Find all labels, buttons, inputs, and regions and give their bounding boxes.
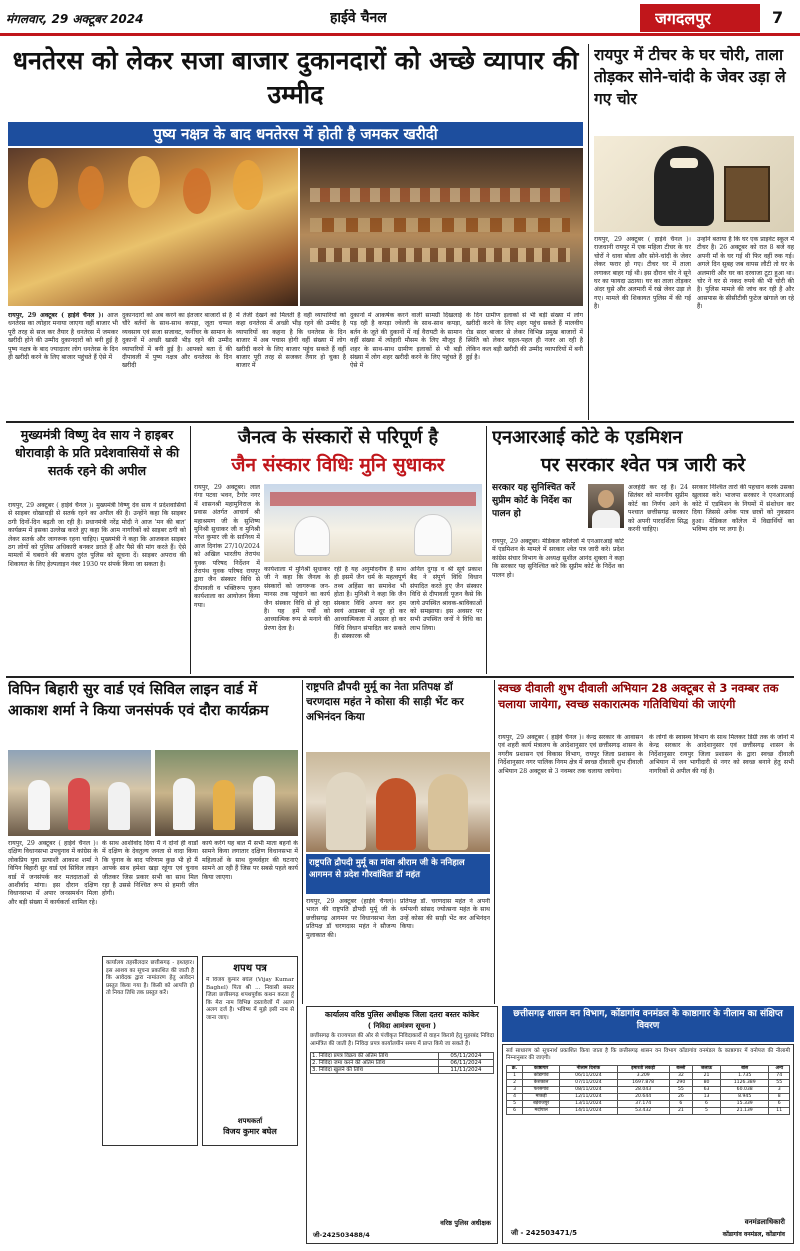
table-cell: 6 [669,1101,692,1108]
forest-signer-place: कोंडागांव वनमंडल, कोंडागांव [722,1231,785,1238]
table-cell: 13/11/2024 [560,1101,617,1108]
nri-col-3: सरकार निश्चित तारों की पहचान करके उसका खुलासा करे। भाजपा सरकार ने एनआरआई कोटे में एडमिशन के नियमों में संशोधन कर दिया जिससे अनेक पात्र छात्रों को नुकसान हुआ। मेडिकल कॉलेज में विद्यार्थियों का भविष्य दांव पर लगा है। [692,484,794,534]
lead-byline: रायपुर, 29 अक्टूबर ( हाईवे चैनल )। [8,312,104,319]
swachh-headline: स्वच्छ दीवाली शुभ दीवाली अभियान 28 अक्टूबर से 3 नवम्बर तक चलाया जायेगा, स्वच्छ सकारात्मक गतिविधियां की जाएंगी [498,681,779,711]
lead-col-4: दुकानों में आकर्षक करने वाली सामग्री दिखलाई पड़ रही है कपड़ा ज्वेलरी के साथ-साथ कपड़ा, बर्तन के जूते की दुकानों में नई वैरायटी के सामान वहीं संख्या में त्योहारी मौसम के लिए मौजूद हैं शहर के साथ-साथ ग्रामीण इलाकों से भी बड़ी संख्या में लोग शहर खरीदी करने के लिए पहुंचते हैं ऐसे में [350,312,462,370]
table-cell: 21.139 [720,1108,769,1115]
murmu-caption-band [306,854,490,894]
table-cell: 37.174 [617,1101,669,1108]
table-cell: 08/11/2024 [560,1087,617,1094]
lead-col-2: दुकानदारों को अब करने का इंतजार बाजारों से है चौरे बर्तनों के साथ-साथ कपड़ा, जूता चप्पल व्यवसाय एवं सजा सजावट, फर्नीचर के सामान के दुकानों में अच्छी खासी भीड़ रहने की उम्मीद व्यापारियों में बनी हुई है। आपको बता दें की दीपावली में पुष्य नक्षत्र और धनतेरस के दिन खरीदी [122,312,232,370]
table-cell: 20.644 [617,1094,669,1101]
theft-col-1: रायपुर, 29 अक्टूबर ( हाईवे चैनल )। राजधानी रायपुर में एक महिला टीचर के घर चोरों ने धावा बोला और सोने-चांदी के जेवर लेकर फरार हो गए। टीचर घर में ताला लगाकर बाहर गई थी। इस दौरान चोर ने सूने घर का फायदा उठाया। घर का ताला तोड़कर अंदर घुसे और अलमारी में रखे जेवर उड़ा ले गए। मामले की शिकायत पुलिस में की गई है। [594,236,691,311]
lead-col-3: में तेजी देखने को मिलती है वहीं व्यापारियों को कहा धनतेरस में अच्छी भीड़ रहने की उम्मीद है व्यापारियों का कहना है कि धनतेरस के दिन बाजार में अब पचास होगी वहीं संख्या में लोग खरीदी करने के लिए बाजार पहुंच सकते हैं वहीं बाजार पूरी तरह से सजकर तैयार हो चुका है बाजार में [236,312,346,370]
forest-footer: जी - 242503471/5 [511,1229,578,1237]
murmu-photo [306,752,490,852]
murmu-col-1: रायपुर, 29 अक्टूबर (हाईवे चैनल)। भारत की राष्ट्रपति द्रौपदी मुर्मू जी के छत्तीसगढ़ आगमन पर विधानसभा नेता प्रतिपक्ष डॉ चरणदास महंत ने सौजन्य मुलाकात की। [306,898,396,939]
table-header-cell: इमारती लकड़ी [617,1066,669,1073]
table-cell: 8 [769,1094,790,1101]
table-cell: 63 [693,1087,721,1094]
lead-photo-right [300,148,583,306]
jain-col-3: रही है यह अनुमोदनीय है साथ ही इसमें जैन धर्म के महत्वपूर्ण तथ्य अहिंसा का समावेश भी होता है। मुनिश्री ने कहा कि जैन संस्कार विधि अपना कर हम स्वयं आडम्बर से दूर हो कर आध्यात्मिकता में अग्रसर हो कर विधि विधान संपादित कर सकते हैं। संस्कारक श्री [334,566,406,641]
police-row-label: 1. निविदा प्रपत्र विक्रय की अंतिम तिथि [311,1053,439,1060]
theft-photo [594,136,794,232]
table-cell: 07/11/2024 [560,1080,617,1087]
table-cell: 5 [693,1108,721,1115]
vipin-col-1: रायपुर, 29 अक्टूबर ( हाईवे चैनल )। दक्षिण विधानसभा उपचुनाव में कांग्रेस के लोकप्रिय युवा प्रत्याशी आकाश शर्मा ने विपिन बिहारी सुर वार्ड एवं सिविल लाइन वार्ड में जनसंपर्क कर मतदाताओं से आशीर्वाद मांगा। इस दौरान दक्षिण विधानसभा में अपार जनसमर्थन मिला और बड़ी संख्या में कार्यकर्ता शामिल रहे। [8,840,98,906]
nri-author-photo [588,484,624,528]
table-cell: 1697.878 [617,1080,669,1087]
vipin-col-3: कार्य करेंगे यह बात मैं सभी माता बहनों के सामने किया लगातार दक्षिण विधानसभा में महिलाओं के साथ दुव्यर्वहार की घटनाएं सामने आ रही हैं जिस पर सबसे पहले कार्य किया जाएगा। [202,840,298,881]
table-row [507,1080,790,1087]
table-cell: 21 [693,1073,721,1080]
table-cell: 13 [693,1094,721,1101]
murmu-divider [494,680,495,1004]
table-cell: 1126.389 [720,1080,769,1087]
lead-strap [8,122,583,146]
vipin-col-2: के साथ आशीर्वाद दिया मैं ने दोनों ही वार्डों में दक्षिण के देवतुल्य जनता से वादा किया कि चुनाव के बाद परिणाम कुछ भी हो मैं आपके साथ हमेशा खड़ा रहूंगा एवं चुनाव जीतकर जिस प्रकार सभी का साथ मिल रहा है उससे निश्चित रूप से हमारी जीत होगी। [102,840,198,898]
murmu-caption: राष्ट्रपति द्रौपदी मुर्मू का मांवा श्रीराम जी के ननिहाल आगमन से प्रदेश गौरवांवितः डॉ महंत [309,858,465,880]
police-row-label: 2. निविदा जमा करने की अंतिम तिथि [311,1060,439,1067]
police-dates-table [310,1052,494,1074]
table-cell: माकड़ी [523,1094,560,1101]
masthead-paper: हाईवे चैनल [330,10,387,26]
swachh-col-1: रायपुर, 29 अक्टूबर ( हाईवे चैनल )। केन्द्र सरकार के आवासन एवं शहरी कार्य मंत्रालय के आदेशानुसार एवं छत्तीसगढ़ शासन के नगरीय प्रशासन एवं विकास विभाग, रायपुर जिला प्रशासन के निर्देशानुसार नगर पालिक निगम क्षेत्र में स्वच्छ दीवाली शुभ दीवाली अभियान 28 अक्टूबर से 3 नवम्बर तक चलाया जायेगा। [498,734,643,775]
table-header-cell: बांस [720,1066,769,1073]
table-cell: फरसगांव [523,1087,560,1094]
nri-headline-2: पर सरकार श्वेत पत्र जारी करे [540,454,746,476]
police-footer: जी-242503488/4 [313,1231,370,1239]
table-cell: 3 [769,1087,790,1094]
table-cell: 55 [669,1087,692,1094]
table-cell: 55 [769,1080,790,1087]
theft-col-2: उन्होंने बताया है कि घर एक प्राइवेट स्कूल में टीचर है। 26 अक्टूबर को रात 8 बजे वह अपनी माँ के घर गई थी फिर वहीं रुक गई। अगले दिन सुबह जब वापस लौटी तो घर के अलमारी और घर का दरवाजा टूटा हुआ था। चोर ने घर से नकद रुपये की भी चोरी की है। पुलिस मामले की जांच कर रही है और आसपास के सीसीटीवी फुटेज खंगाले जा रहे हैं। [697,236,794,311]
table-header-cell: जलाऊ [693,1066,721,1073]
forest-signer: वनमंडलाधिकारी [744,1218,785,1226]
masthead [0,0,800,36]
table-header-cell: नीलाम दिनांक [560,1066,617,1073]
table-cell: 290 [669,1080,692,1087]
table-cell: 06/11/2024 [560,1073,617,1080]
lead-col-1 [8,312,118,416]
table-cell: 1.735 [720,1073,769,1080]
table-cell: 2 [507,1080,523,1087]
lead-col-5: के दिन ग्रामीण इलाकों से भी बड़ी संख्या में लोग खरीदी करने के लिए शहर पहुंच सकते हैं मालवीय रोड सदर बाजार से लेकर विभिन्न प्रमुख बाजारों में स्थिति को लेकर चहल-पहल ही नजर आ रही है लेकिन कल बड़ी खरीदी की उम्मीद व्यापारियों में बनी हुई है। [466,312,583,362]
masthead-city: जगदलपुर [655,9,711,28]
lead-right-divider [588,44,589,420]
jain-headline-1: जैनत्व के संस्कारों से परिपूर्ण है [237,427,439,448]
table-cell: 28.043 [617,1087,669,1094]
affidavit-sign: शपथकर्ता [237,1117,263,1125]
table-cell: 6 [507,1108,523,1115]
table-row [311,1053,494,1060]
table-cell: 15.339 [720,1101,769,1108]
police-notice [306,1006,498,1244]
table-cell: 6 [769,1101,790,1108]
nri-col-2: रायपुर, 29 अक्टूबर। मेडिकल कॉलेजों में एनआरआई कोटे में एडमिशन के मामले में सरकार श्वेत पत्र जारी करे। प्रदेश कांग्रेस संचार विभाग के अध्यक्ष सुशील आनंद शुक्ला ने कहा कि सरकार यह सुनिश्चित करे कि सुप्रीम कोर्ट के निर्देश का पालन हो। [492,538,624,579]
jain-col-2: कार्यशाला में मुनिश्री सुधाकर जी ने कहा कि जैनत्व के संस्कारों को जागरूक जन-मानस तक पहुंचाने का कार्य जैन संस्कार विधि से हो रहा है। यह हमें पर्वों को आध्यात्मिक रूप से मनाने की प्रेरणा देता है। [264,566,330,632]
table-row [311,1067,494,1074]
table-row [311,1060,494,1067]
table-cell: 21 [669,1108,692,1115]
table-row [507,1101,790,1108]
table-cell: 60.038 [720,1087,769,1094]
table-header-cell: अन्य [769,1066,790,1073]
vipin-photo-1 [8,750,151,836]
table-cell: 6 [693,1101,721,1108]
police-title: कार्यालय वरिष्ठ पुलिस अधीक्षक जिला दतरा बस्तर कांकेर [325,1010,479,1019]
jain-divider [486,426,487,674]
forest-notice [502,1044,794,1244]
police-row-value: 05/11/2024 [438,1053,493,1060]
table-cell: मर्दापाल [523,1108,560,1115]
table-cell: 14/11/2024 [560,1108,617,1115]
table-header-cell: बल्ली [669,1066,692,1073]
police-row-label: 3. निविदा खुलने की तिथि [311,1067,439,1074]
table-cell: 3 [507,1087,523,1094]
table-row [507,1073,790,1080]
forest-table [506,1065,790,1115]
table-cell: कोंडागांव [523,1073,560,1080]
affidavit-name: विजय कुमार बघेल [223,1127,277,1136]
jain-col-4: अनिल दुगड़ व श्री सूर्य प्रकाश बैद ने संपूर्ण विधि विधान संपादित करते हुए जैन संस्कार विधि से दीपावली पूजन कैसे कि जाये उपस्थित श्रावक-श्राविकाओं को समझाया। इस अवसर पर सभी उपस्थित जनों ने विधि का लाभ लिया। [410,566,482,632]
table-cell: 1 [507,1073,523,1080]
affidavit-notice [202,956,298,1146]
table-header-cell: काष्ठागार [523,1066,560,1073]
table-cell: 32 [669,1073,692,1080]
table-cell: 8.945 [720,1094,769,1101]
jain-col-1: रायपुर, 29 अक्टूबर। लाल गंगा पटवा भवन, टैगोर नगर में शासनश्री महामुनिराज के प्रवास अंतर्गत आचार्य श्री महाश्रमण जी के सुशिष्य मुनिश्री सुधाकर जी व मुनिश्री नरेश कुमार जी के सानिध्य में आज दिनांक 27/10/2024 को अखिल भारतीय तेरापंथ युवक परिषद निर्देशन में तेरापंथ युवक परिषद रायपुर द्वारा जैन संस्कार विधि से दीपावली व भक्तिरूप पूजन कार्यशाला का आयोजन किया गया। [194,484,260,609]
table-header-cell: क्र. [507,1066,523,1073]
lead-col-1-text: आज धनतेरस का त्योहार मनाया जाएगा वहीं बाजार भी पूरी तरह से सज कर तैयार है धनतेरस में जमकर खरीदी होने की उम्मीद दुकानदारों को बनी हुई है पुष्य नक्षत्र के बाद ज्यादातर लोग धनतेरस के दिन ही खरीदी करने के लिए बाजार पहुंचते हैं ऐसे में [8,312,118,362]
table-cell: 5 [507,1101,523,1108]
lead-strap-text: पुष्य नक्षत्र के बाद धनतेरस में होती है जमकर खरीदी [153,125,438,143]
cm-divider [190,426,191,674]
lead-headline: धनतेरस को लेकर सजा बाजार दुकानदारों को अच्छे व्यापार की उम्मीद [12,46,579,109]
vipin-headline: विपिन बिहारी सुर वार्ड एवं सिविल लाइन वार्ड में आकाश शर्मा ने किया जनसंपर्क एवं दौरा कार्यक्रम [8,682,269,719]
jain-headline-2: जैन संस्कार विधिः मुनि सुधाकर [231,454,445,476]
murmu-headline: राष्ट्रपति द्रौपदी मुर्मू का नेता प्रतिपक्ष डॉ चरणदास महंत ने कोसा की साड़ी भेंट कर अभिनंदन किया [306,681,464,723]
table-row [507,1108,790,1115]
table-cell: 3.209 [617,1073,669,1080]
swachh-col-2: के लोगों के स्वास्थ्य विभाग के साथ मिलकर डिग्री तक के जोनों में केन्द्र सरकार के आदेशानुसार एवं छत्तीसगढ़ शासन के निर्देशानुसार रायपुर जिला प्रशासन के द्वारा स्वच्छ दीवाली अभियान में जन भागीदारी से नगर को स्वच्छ बनाने हेतु सभी नागरिकों से अपील की गई है। [649,734,794,775]
table-header-row [507,1066,790,1073]
small-notice-text: कार्यालय तहसीलदार छत्तीसगढ़ - इश्तहार। इस आशय का सूचना प्रकाशित की जाती है कि आवेदक द्वारा नामांतरण हेतु आवेदन प्रस्तुत किया गया है। किसी को आपत्ति हो तो नियत तिथि तक प्रस्तुत करें। [106,960,194,997]
vipin-divider [302,680,303,1004]
police-row-value: 06/11/2024 [438,1060,493,1067]
table-cell: 80 [693,1080,721,1087]
cm-headline: मुख्यमंत्री विष्णु देव साय ने हाइबर धोरावाड़ी के प्रति प्रदेशवासियों से की सतर्क रहने की अपील [14,427,180,478]
table-cell: 74 [769,1073,790,1080]
police-body: छत्तीसगढ़ के राज्यपाल की ओर से पंजीकृत निविदाकारों से वाहन किराये हेतु मुहरबंद निविदा आमंत्रित की जाती है। निविदा प्रपत्र कार्यालयीन समय में प्राप्त किये जा सकते हैं। [310,1033,494,1047]
forest-headline: छत्तीसगढ़ शासन वन विभाग, कोंडागांव वनमंडल के काष्ठागार के नीलाम का संक्षिप्त विवरण [513,1009,783,1031]
table-cell: 11 [769,1108,790,1115]
vipin-photo-2 [155,750,298,836]
section-divider-1 [6,421,794,423]
affidavit-body: मैं विजय कुमार बघेल (Vijay Kumar Baghel) पिता श्री ... निवासी बस्तर जिला छत्तीसगढ़ शपथपूर्वक कथन करता हूँ कि मेरा नाम विभिन्न दस्तावेजों में अलग अलग दर्ज है। भविष्य में मुझे इसी नाम से जाना जाए। [206,977,294,1021]
table-row [507,1094,790,1101]
nri-headline-1: एनआरआई कोटे के एडमिशन [492,427,683,448]
table-row [507,1087,790,1094]
table-cell: 26 [669,1094,692,1101]
forest-headline-band [502,1006,794,1042]
table-cell: 53.432 [617,1108,669,1115]
jain-photo [264,484,482,562]
affidavit-title: शपथ पत्र [233,963,267,974]
table-cell: 12/11/2024 [560,1094,617,1101]
table-cell: 4 [507,1094,523,1101]
murmu-col-2: प्रतिपक्ष डॉ. चरणदास महंत ने अपनी धर्मपत्नी सांसद ज्योत्सना महंत के साथ उन्हें कोसा की साड़ी भेंट कर अभिनंदन किया। [400,898,490,931]
lead-photo-left [8,148,298,306]
cm-body: रायपुर, 29 अक्टूबर ( हाईवे चैनल )। मुख्यमंत्री विष्णु देव साय ने प्रदेशवासियों से साइबर धोखाधड़ी से सतर्क रहने का अपील की है। उन्होंने कहा कि साइबर ठगी दिनों-दिन बढ़ती जा रही है। प्रधानमंत्री नरेंद्र मोदी ने आज 'मन की बात' कार्यक्रम में इसका उल्लेख करते हुए कहा कि आम नागरिकों को साइबर ठगी को लेकर सतर्क और जागरूक रहना चाहिए। मुख्यमंत्री ने कहा कि आजकल साइबर ठग लोगों को पुलिस अधिकारी बनकर डराते हैं और पैसे की मांग करते हैं। ऐसे मामलों में घबराने की बजाय तुरंत पुलिस को सूचना दें। साइबर अपराध की शिकायत के लिए हेल्पलाइन नंबर 1930 पर संपर्क किया जा सकता है। [8,502,186,568]
page-number: 7 [772,8,784,27]
police-row-value: 11/11/2024 [438,1067,493,1074]
police-signer: वरिष्ठ पुलिस अधीक्षक [440,1219,491,1227]
police-sub: ( निविदा आमंत्रण सूचना ) [367,1022,437,1030]
theft-headline: रायपुर में टीचर के घर चोरी, ताला तोड़कर सोने-चांदी के जेवर उड़ा ले गए चोर [594,46,786,108]
small-notice [102,956,198,1146]
masthead-date: मंगलवार, 29 अक्टूबर 2024 [6,12,144,26]
forest-intro: सर्व साधारण को सूचनार्थ प्रकाशित किया जाता है कि छत्तीसगढ़ शासन वन विभाग कोंडागांव वनमंडल के काष्ठागार में वनोपज की नीलामी निम्नानुसार की जाएगी। [506,1048,790,1062]
section-divider-2 [6,676,794,678]
nri-subhead: सरकार यह सुनिश्चित करें सुप्रीम कोर्ट के निर्देश का पालन हो [492,483,576,519]
table-cell: केशकाल [523,1080,560,1087]
table-cell: बड़ेराजपुर [523,1101,560,1108]
nri-col-1: अजहंदी कर रहे हैं। 24 सितंबर को माननीय सुप्रीम कोर्ट का निर्णय आने के पश्चात छत्तीसगढ़ सरकार को अपनी पारदर्शिता सिद्ध करनी चाहिए। [628,484,688,534]
